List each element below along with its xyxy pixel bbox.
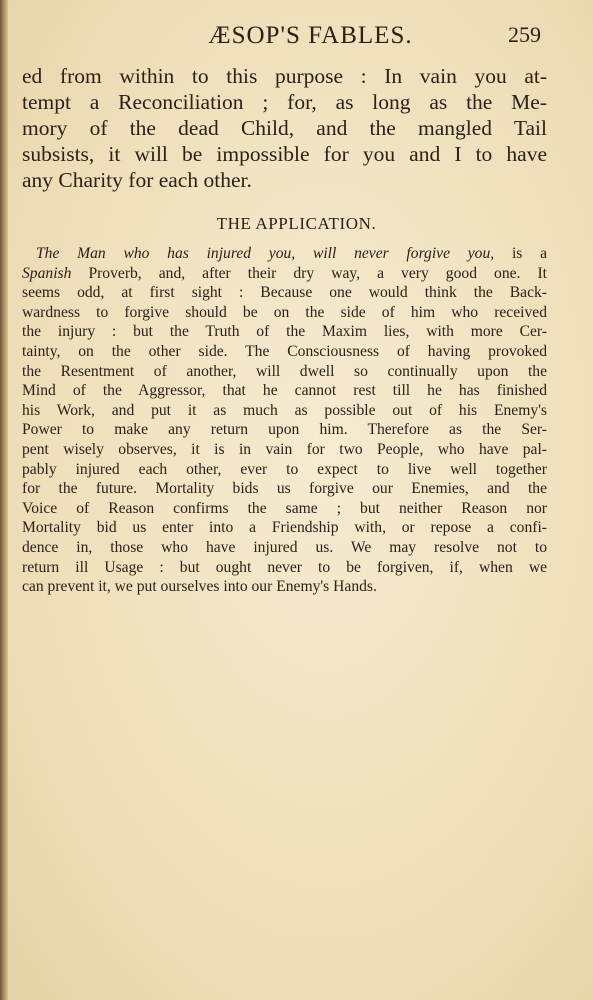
text-line: Mortality bid us enter into a Friendship with, or repose a confi- — [22, 519, 547, 537]
text-line: ed from within to this purpose : In vain you at- — [22, 64, 547, 88]
text-line: his Work, and put it as much as possible out of his Enemy's — [22, 401, 547, 419]
text-line: Voice of Reason confirms the same ; but neither Reason nor — [22, 499, 547, 517]
text-line: can prevent it, we put ourselves into our Enemy's Hands. — [22, 578, 377, 596]
italic-phrase: The Man who has injured you, — [36, 245, 296, 262]
text-line: dence in, those who have injured us. We may resolve not to — [22, 538, 547, 556]
running-head: ÆSOP'S FABLES. — [208, 22, 413, 49]
text-line: subsists, it will be impossible for you and I to have — [22, 142, 547, 166]
text-line — [22, 264, 547, 284]
page-gutter-shadow — [0, 0, 8, 1000]
text-line: return ill Usage : but ought never to be forgiven, if, when we — [22, 558, 547, 576]
text-line: pably injured each other, ever to expect to live well together — [22, 460, 547, 478]
page-header — [0, 22, 593, 52]
application-paragraph — [22, 244, 547, 597]
text-line — [22, 244, 547, 264]
text-line: any Charity for each other. — [22, 168, 252, 192]
text-line: mory of the dead Child, and the mangled Tail — [22, 116, 547, 140]
section-heading: THE APPLICATION. — [216, 214, 377, 233]
text-line: wardness to forgive should be on the side of him who received — [22, 303, 547, 321]
text-fragment: is a — [511, 245, 547, 262]
text-line: the injury : but the Truth of the Maxim lies, with more Cer- — [22, 323, 547, 341]
italic-phrase: Spanish — [22, 264, 72, 282]
page-number: 259 — [508, 22, 541, 47]
text-fragment: Proverb, and, after their dry way, a very good one. It — [88, 264, 547, 282]
text-line: Power to make any return upon him. Therefore as the Ser- — [22, 421, 547, 439]
text-line: pent wisely observes, it is in vain for two People, who have pal- — [22, 440, 547, 458]
text-line: seems odd, at first sight : Because one would think the Back- — [22, 284, 547, 302]
fable-continuation — [22, 63, 547, 193]
text-line: tempt a Reconciliation ; for, as long as the Me- — [22, 90, 547, 114]
text-line: Mind of the Aggressor, that he cannot rest till he has finished — [22, 382, 547, 400]
text-line: the Resentment of another, will dwell so continually upon the — [22, 362, 547, 380]
italic-phrase: will never forgive you, — [312, 245, 495, 262]
text-line: tainty, on the other side. The Consciousness of having provoked — [22, 342, 547, 360]
text-line: for the future. Mortality bids us forgive our Enemies, and the — [22, 480, 547, 498]
